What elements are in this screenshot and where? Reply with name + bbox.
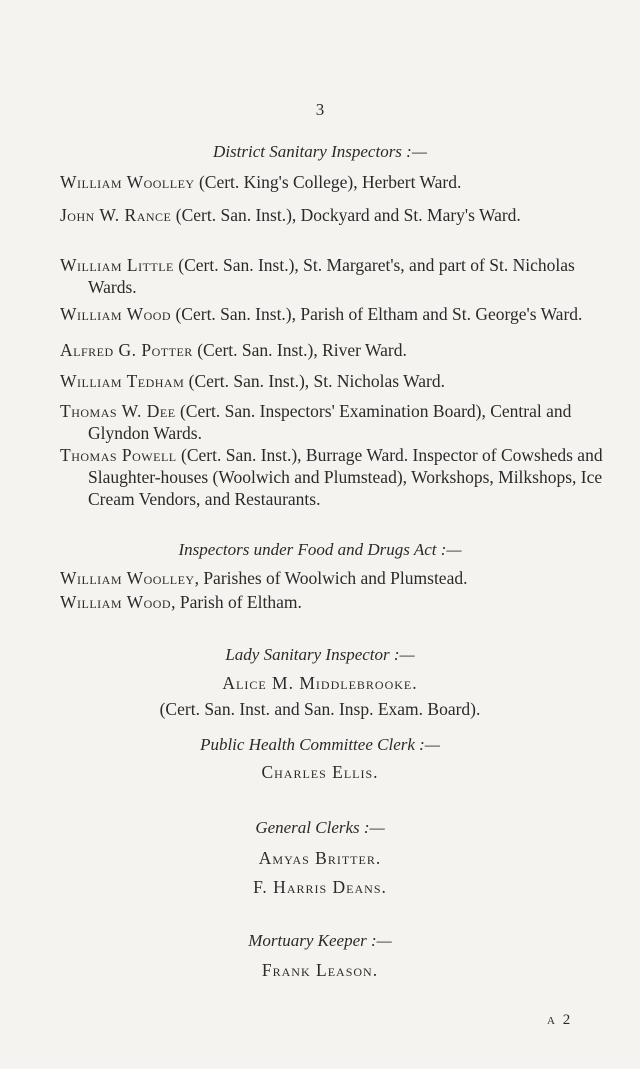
person-name: Frank Leason. bbox=[261, 960, 379, 980]
signature-letter: a bbox=[547, 1012, 557, 1028]
mortuary-keeper-name bbox=[0, 960, 640, 981]
lady-inspector-heading: Lady Sanitary Inspector :— bbox=[225, 645, 415, 664]
district-entry-8 bbox=[60, 444, 613, 510]
entry-detail: (Cert. San. Inst.), St. Nicholas Ward. bbox=[184, 371, 445, 391]
district-entry-7 bbox=[60, 400, 613, 444]
entry-name: William Woolley bbox=[60, 172, 195, 192]
food-entry-2 bbox=[60, 591, 613, 613]
entry-detail: , Parishes of Woolwich and Plumstead. bbox=[194, 568, 468, 588]
food-drugs-heading: Inspectors under Food and Drugs Act :— bbox=[178, 540, 462, 559]
person-name: F. Harris Deans. bbox=[253, 877, 387, 897]
entry-name: William Little bbox=[60, 255, 174, 275]
entry-name: Alfred G. Potter bbox=[60, 340, 193, 360]
mortuary-keeper-heading: Mortuary Keeper :— bbox=[248, 931, 392, 950]
district-entry-5 bbox=[60, 339, 613, 361]
entry-detail: (Cert. San. Inst.), River Ward. bbox=[192, 340, 407, 360]
entry-name: John W. Rance bbox=[60, 205, 172, 225]
page-number: 3 bbox=[315, 100, 325, 119]
entry-detail: (Cert. San. Inst.), Parish of Eltham and St. George's Ward. bbox=[171, 304, 583, 324]
district-entry-4 bbox=[60, 303, 613, 325]
entry-name: William Woolley bbox=[60, 568, 195, 588]
lady-inspector-name bbox=[0, 673, 640, 694]
general-clerk-1 bbox=[0, 848, 640, 869]
person-name: Amyas Britter. bbox=[258, 848, 382, 868]
entry-name: William Wood bbox=[60, 304, 172, 324]
lady-inspector-detail: (Cert. San. Inst. and San. Insp. Exam. Board). bbox=[159, 699, 481, 719]
general-clerk-2 bbox=[0, 877, 640, 898]
entry-name: William Tedham bbox=[60, 371, 185, 391]
person-name: Alice M. Middlebrooke. bbox=[222, 673, 418, 693]
committee-clerk-heading: Public Health Committee Clerk :— bbox=[200, 735, 440, 754]
signature-mark bbox=[547, 1012, 572, 1029]
person-name: Charles Ellis. bbox=[261, 762, 379, 782]
entry-detail: (Cert. San. Inspectors' Examination Board), Central and Glyndon Wards. bbox=[88, 401, 572, 443]
entry-detail: (Cert. San. Inst.), Burrage Ward. Inspector of Cowsheds and Slaughter-houses (Woolwich and Plumstead), Workshops, Milkshops, Ice Cream Vendors, and Restaurants. bbox=[88, 445, 603, 509]
signature-number: 2 bbox=[562, 1012, 573, 1028]
district-entry-3 bbox=[60, 254, 613, 298]
entry-detail: (Cert. King's College), Herbert Ward. bbox=[194, 172, 462, 192]
entry-detail: , Parish of Eltham. bbox=[171, 592, 302, 612]
entry-detail: (Cert. San. Inst.), St. Margaret's, and part of St. Nicholas Wards. bbox=[88, 255, 575, 297]
district-inspectors-heading: District Sanitary Inspectors :— bbox=[213, 142, 427, 161]
district-entry-6 bbox=[60, 370, 613, 392]
entry-name: William Wood bbox=[60, 592, 172, 612]
entry-name: Thomas W. Dee bbox=[60, 401, 176, 421]
district-entry-1 bbox=[60, 171, 613, 193]
food-entry-1 bbox=[60, 567, 613, 589]
general-clerks-heading: General Clerks :— bbox=[255, 818, 385, 837]
committee-clerk-name bbox=[0, 762, 640, 783]
entry-detail: (Cert. San. Inst.), Dockyard and St. Mary's Ward. bbox=[171, 205, 521, 225]
entry-name: Thomas Powell bbox=[60, 445, 177, 465]
district-entry-2 bbox=[60, 204, 613, 226]
